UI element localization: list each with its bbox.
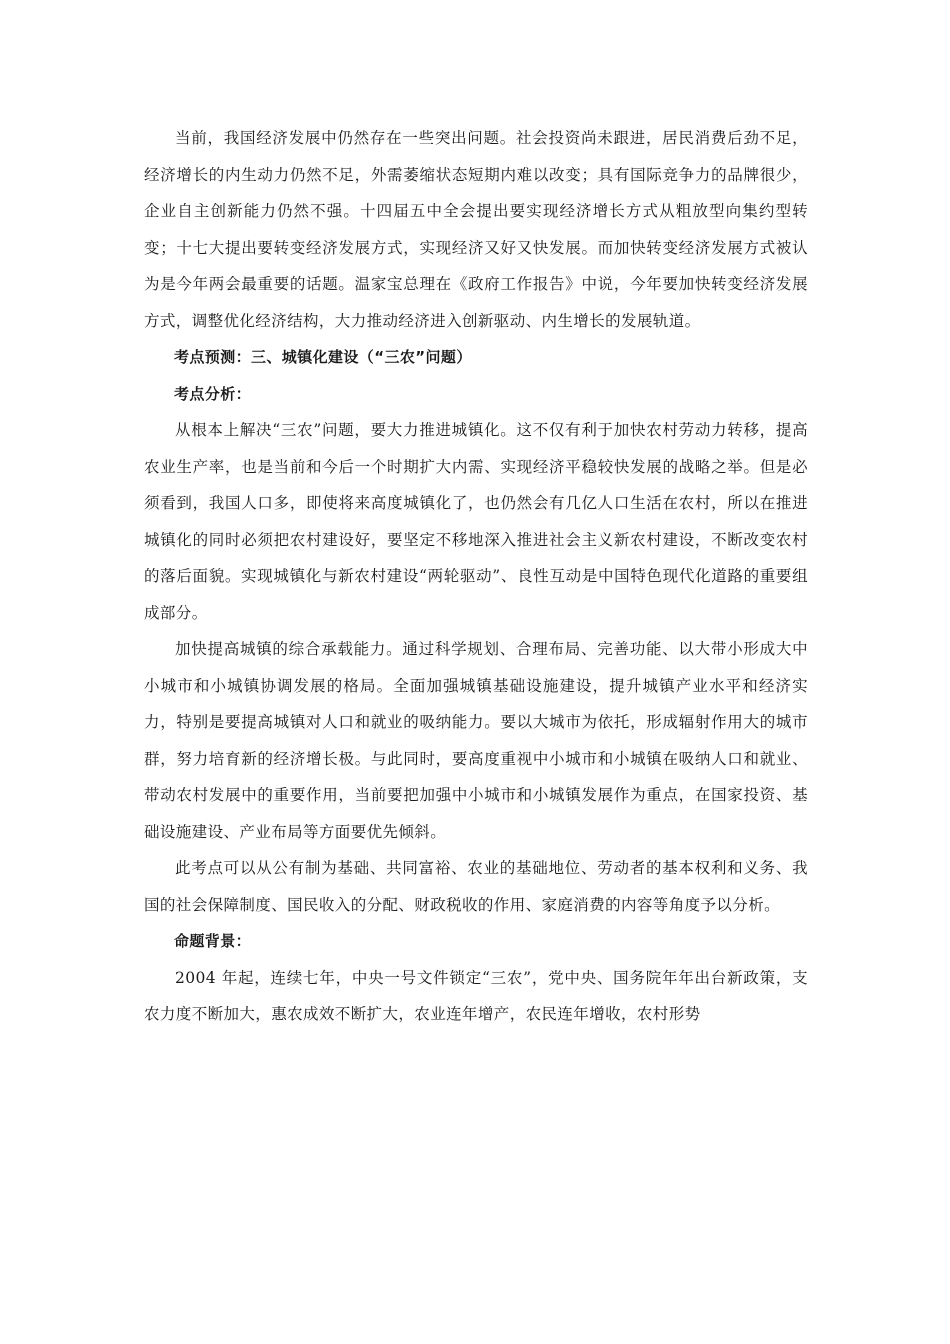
paragraph-background: 2004 年起，连续七年，中央一号文件锁定“三农”，党中央、国务院年年出台新政策，支农力度不断加大，惠农成效不断扩大，农业连年增产，农民连年增收，农村形势	[144, 968, 808, 1023]
paragraph-economic-development: 当前，我国经济发展中仍然存在一些突出问题。社会投资尚未跟进，居民消费后劲不足，经济增长的内生动力仍然不足，外需萎缩状态短期内难以改变；具有国际竞争力的品牌很少，企业自主创新能力仍然不强。十四届五中全会提出要实现经济增长方式从粗放型向集约型转变；十七大提出要转变经济发展方式，实现经济又好又快发展。而加快转变经济发展方式被认为是今年两会最重要的话题。温家宝总理在《政府工作报告》中说，今年要加快转变经济发展方式，调整优化经济结构，大力推动经济进入创新驱动、内生增长的发展轨道。	[144, 129, 808, 330]
heading-exam-prediction: 考点预测：三、城镇化建设（“三农”问题）	[174, 348, 472, 366]
document-body	[144, 120, 808, 1033]
paragraph-urbanization: 从根本上解决“三农”问题，要大力推进城镇化。这不仅有利于加快农村劳动力转移，提高农业生产率，也是当前和今后一个时期扩大内需、实现经济平稳较快发展的战略之举。但是必须看到，我国人口多，即使将来高度城镇化了，也仍然会有几亿人口生活在农村，所以在推进城镇化的同时必须把农村建设好，要坚定不移地深入推进社会主义新农村建设，不断改变农村的落后面貌。实现城镇化与新农村建设“两轮驱动”、良性互动是中国特色现代化道路的重要组成部分。	[144, 421, 808, 622]
paragraph-town-capacity: 加快提高城镇的综合承载能力。通过科学规划、合理布局、完善功能、以大带小形成大中小城市和小城镇协调发展的格局。全面加强城镇基础设施建设，提升城镇产业水平和经济实力，特别是要提高城镇对人口和就业的吸纳能力。要以大城市为依托，形成辐射作用大的城市群，努力培育新的经济增长极。与此同时，要高度重视中小城市和小城镇在吸纳人口和就业、带动农村发展中的重要作用，当前要把加强中小城市和小城镇发展作为重点，在国家投资、基础设施建设、产业布局等方面要优先倾斜。	[144, 640, 808, 841]
heading-exam-analysis: 考点分析：	[174, 384, 252, 403]
heading-proposition-background: 命题背景：	[174, 932, 252, 950]
paragraph-analysis-angles: 此考点可以从公有制为基础、共同富裕、农业的基础地位、劳动者的基本权利和义务、我国的社会保障制度、国民收入的分配、财政税收的作用、家庭消费的内容等角度予以分析。	[144, 859, 808, 914]
